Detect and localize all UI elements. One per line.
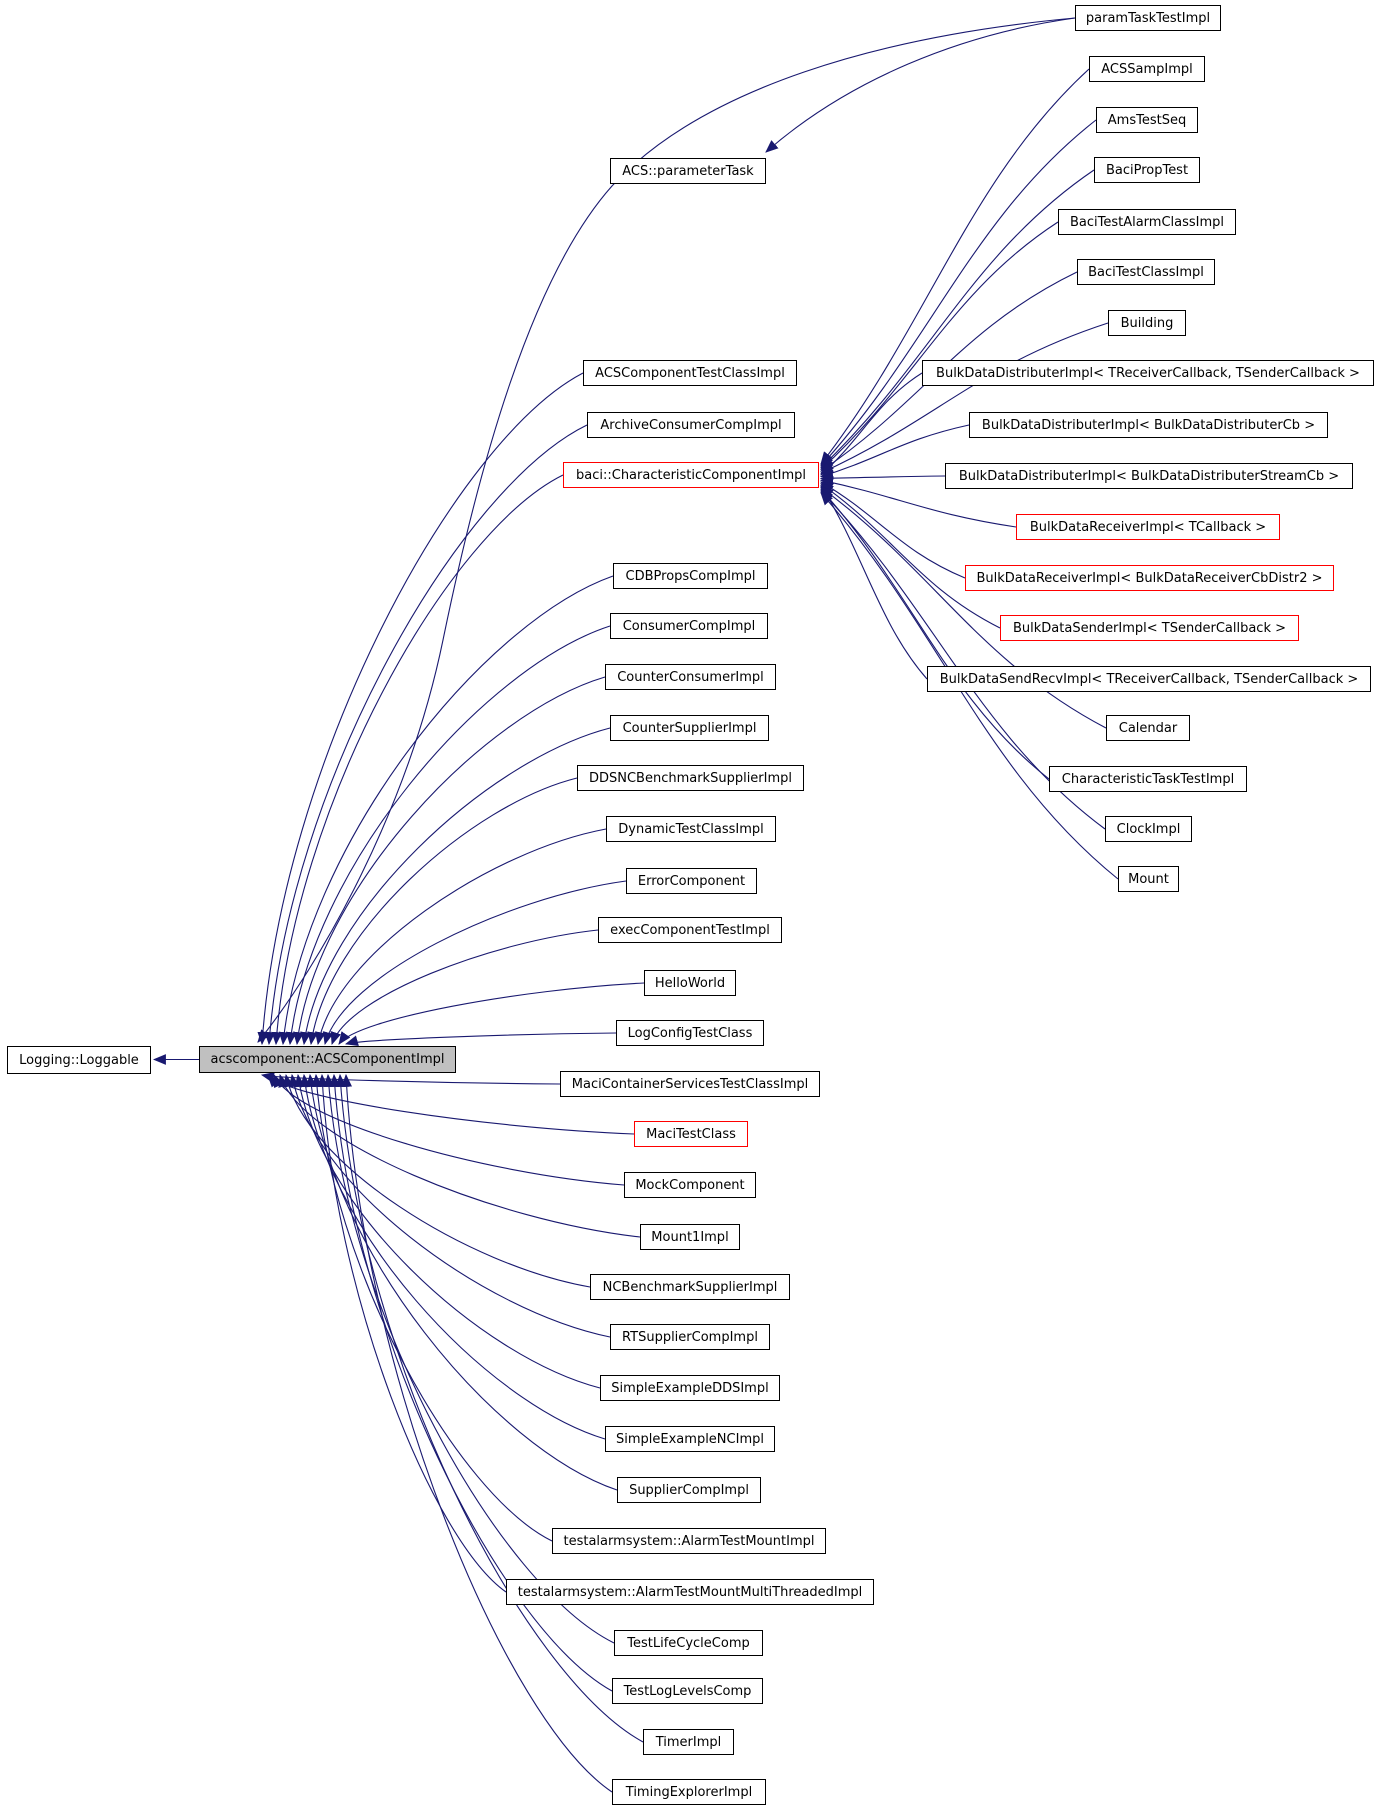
edge-bddistr1-to-characteristic [821,373,922,475]
class-node-mount1impl[interactable]: Mount1Impl [640,1224,740,1250]
class-node-clockimpl[interactable]: ClockImpl [1105,816,1192,842]
class-node-counterconsumer[interactable]: CounterConsumerImpl [605,664,776,690]
class-node-rtsupplier[interactable]: RTSupplierCompImpl [610,1324,770,1350]
class-node-baciproptest[interactable]: BaciPropTest [1094,157,1200,183]
edge-paramTaskTestImpl-to-parameterTask [766,18,1075,152]
edge-bdsendrecv-to-characteristic [821,486,927,679]
edge-building-to-characteristic [821,323,1108,473]
class-node-acssampimpl[interactable]: ACSSampImpl [1089,56,1205,82]
class-node-bddistr1[interactable]: BulkDataDistributerImpl< TReceiverCallback, TSenderCallback > [922,360,1374,386]
edge-cdbprops-to-central [283,576,613,1044]
class-node-calendar[interactable]: Calendar [1106,715,1190,741]
edge-timingexplorer-to-central [346,1075,612,1792]
edge-helloworld-to-central [339,983,644,1044]
edge-mount1impl-to-central [280,1075,640,1237]
edge-testlifecycle-to-central [328,1075,614,1643]
edge-consumercomp-to-central [290,626,610,1044]
edge-bdrecvDistr2-to-characteristic [821,482,965,578]
class-node-execcomptest[interactable]: execComponentTestImpl [598,917,782,943]
class-node-archiveconsumer[interactable]: ArchiveConsumerCompImpl [587,412,795,438]
edge-acscomptest-to-central [262,373,583,1044]
edge-characteristic-to-central [276,475,563,1044]
class-node-dynamictest[interactable]: DynamicTestClassImpl [606,816,776,842]
class-node-logconfig[interactable]: LogConfigTestClass [616,1020,764,1046]
class-node-loggable[interactable]: Logging::Loggable [7,1046,151,1074]
class-node-timerimpl[interactable]: TimerImpl [643,1729,734,1755]
class-node-bacitestalarm[interactable]: BaciTestAlarmClassImpl [1058,209,1236,235]
class-node-paramTaskTestImpl[interactable]: paramTaskTestImpl [1075,5,1221,31]
edge-bddistr3-to-characteristic [821,476,945,478]
class-node-central: acscomponent::ACSComponentImpl [199,1046,456,1073]
edge-execcomptest-to-central [332,930,598,1044]
class-node-consumercomp[interactable]: ConsumerCompImpl [610,613,768,639]
class-node-mount[interactable]: Mount [1118,866,1179,892]
class-node-characteristic[interactable]: baci::CharacteristicComponentImpl [563,462,819,488]
edge-dynamictest-to-central [318,829,606,1044]
edge-acssampimpl-to-characteristic [821,69,1089,464]
edge-archiveconsumer-to-central [269,425,587,1044]
edge-ddsnc-to-central [311,778,577,1044]
class-node-macicontainer[interactable]: MaciContainerServicesTestClassImpl [560,1071,820,1097]
class-node-bdsender[interactable]: BulkDataSenderImpl< TSenderCallback > [1000,615,1299,641]
edge-countersupplier-to-central [304,728,610,1044]
class-node-simplenc[interactable]: SimpleExampleNCImpl [605,1426,775,1452]
class-node-bdsendrecv[interactable]: BulkDataSendRecvImpl< TReceiverCallback, TSenderCallback > [927,666,1371,692]
class-node-testlifecycle[interactable]: TestLifeCycleComp [614,1630,763,1656]
edge-timerimpl-to-central [340,1075,643,1742]
edge-logconfig-to-central [346,1033,616,1044]
class-node-bdrecvT[interactable]: BulkDataReceiverImpl< TCallback > [1016,514,1280,540]
class-node-parameterTask[interactable]: ACS::parameterTask [610,158,766,184]
class-node-mockcomponent[interactable]: MockComponent [624,1172,756,1198]
edge-alarmtestmulti-to-central [322,1075,506,1592]
class-node-bacitestclass[interactable]: BaciTestClassImpl [1077,259,1215,285]
class-node-countersupplier[interactable]: CounterSupplierImpl [610,715,769,741]
class-node-macitestclass[interactable]: MaciTestClass [634,1121,748,1147]
class-node-testloglevels[interactable]: TestLogLevelsComp [612,1678,763,1704]
class-node-amstestseq[interactable]: AmsTestSeq [1096,107,1198,133]
class-node-chartasktest[interactable]: CharacteristicTaskTestImpl [1049,766,1247,792]
edge-bdsender-to-characteristic [821,484,1000,628]
class-node-timingexplorer[interactable]: TimingExplorerImpl [612,1779,766,1805]
class-node-cdbprops[interactable]: CDBPropsCompImpl [613,563,768,589]
class-node-alarmtestmulti[interactable]: testalarmsystem::AlarmTestMountMultiThreadedImpl [506,1579,874,1605]
class-node-simpledds[interactable]: SimpleExampleDDSImpl [600,1375,780,1401]
class-node-helloworld[interactable]: HelloWorld [644,970,736,996]
class-node-bddistr3[interactable]: BulkDataDistributerImpl< BulkDataDistributerStreamCb > [945,463,1353,489]
class-node-ddsnc[interactable]: DDSNCBenchmarkSupplierImpl [577,765,804,791]
class-node-bddistr2[interactable]: BulkDataDistributerImpl< BulkDataDistributerCb > [969,412,1328,438]
class-node-ncbenchmark[interactable]: NCBenchmarkSupplierImpl [590,1274,790,1300]
class-node-building[interactable]: Building [1108,310,1186,336]
class-node-alarmtestmount[interactable]: testalarmsystem::AlarmTestMountImpl [552,1528,826,1554]
class-node-suppliercomp[interactable]: SupplierCompImpl [617,1477,761,1503]
edge-errorcomponent-to-central [325,881,626,1044]
class-node-acscomptest[interactable]: ACSComponentTestClassImpl [583,360,797,386]
class-node-bdrecvDistr2[interactable]: BulkDataReceiverImpl< BulkDataReceiverCbDistr2 > [965,565,1334,591]
edge-macicontainer-to-central [262,1075,560,1084]
edge-suppliercomp-to-central [310,1075,617,1490]
class-node-errorcomponent[interactable]: ErrorComponent [626,868,757,894]
